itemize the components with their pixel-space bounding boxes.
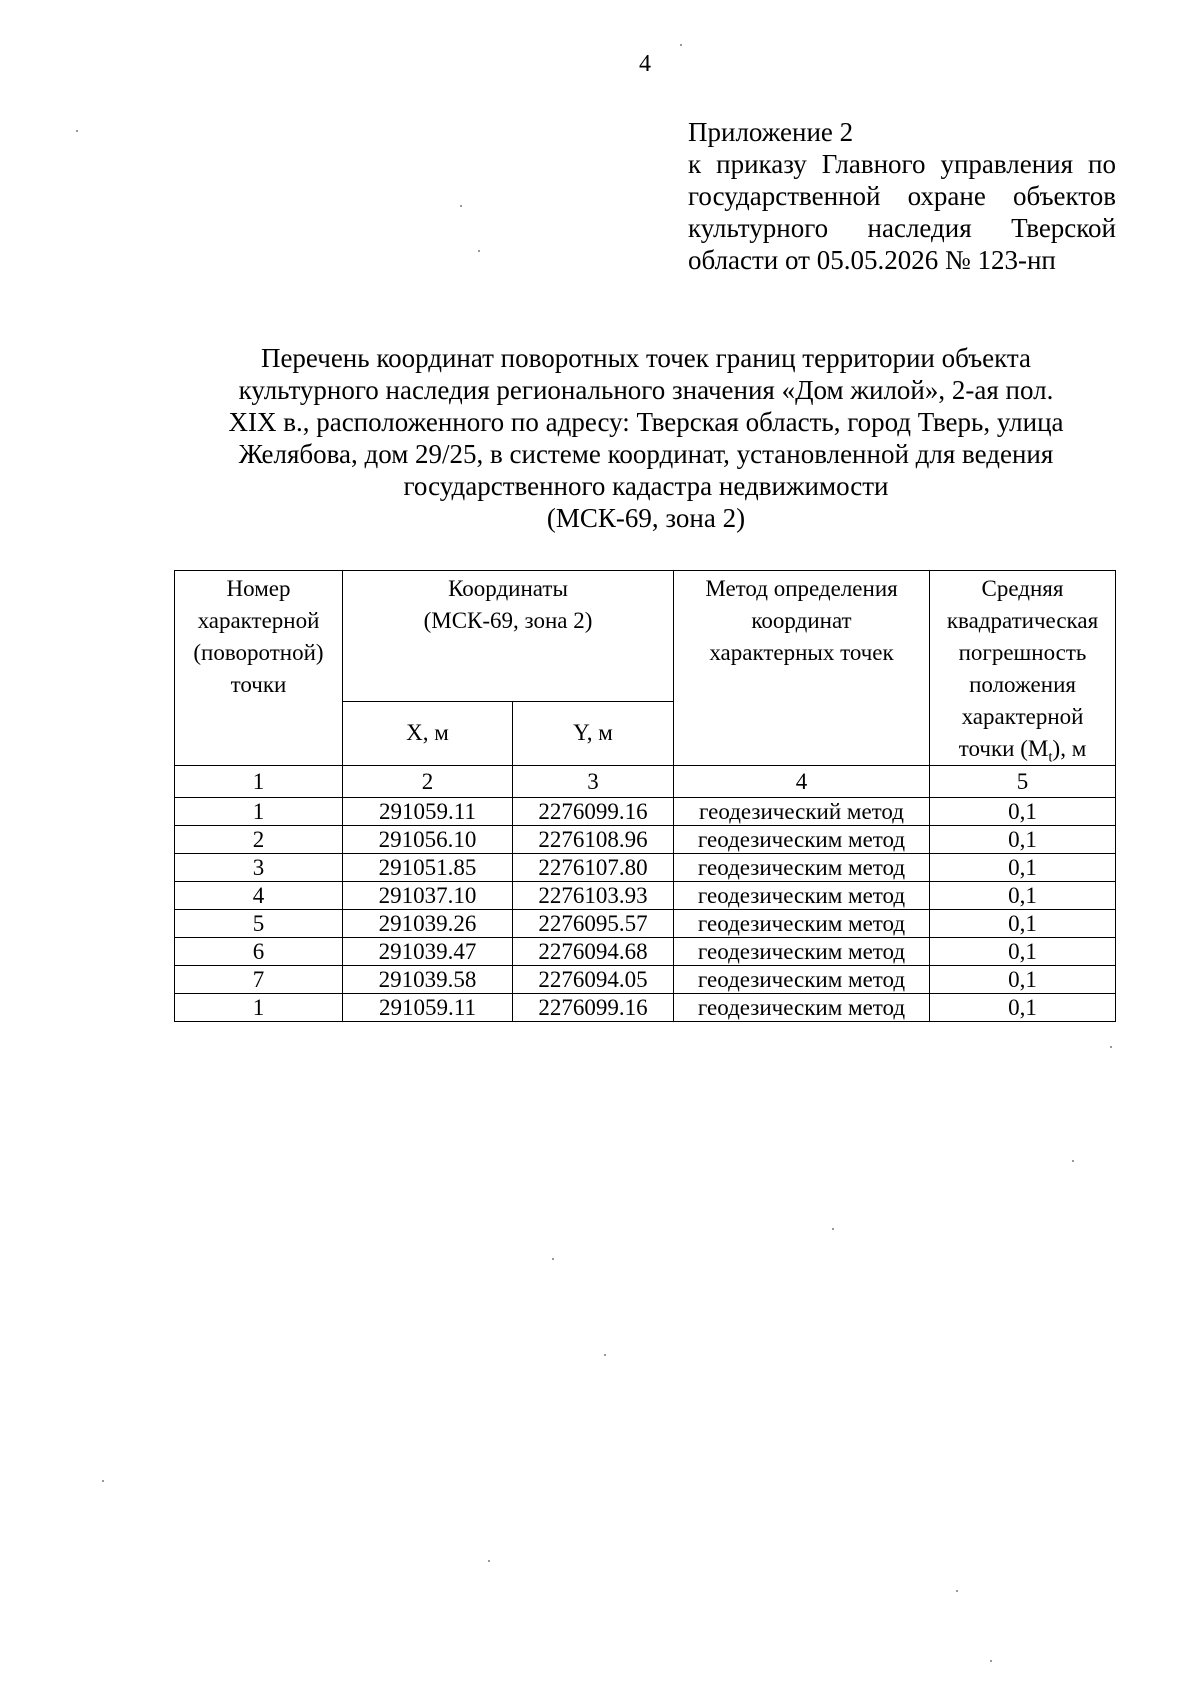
- table-row: [175, 882, 1116, 910]
- method-value: геодезический метод: [674, 798, 930, 826]
- header-point-number: [175, 571, 343, 766]
- header-line: точки: [230, 672, 287, 697]
- error-value: 0,1: [930, 966, 1116, 994]
- header-line: характерной: [197, 608, 320, 633]
- appendix-title: Приложение 2: [688, 117, 854, 147]
- column-number-row: [175, 766, 1116, 798]
- method-value: геодезическим метод: [674, 826, 930, 854]
- appendix-block: [688, 116, 1116, 276]
- header-coordinates: [343, 571, 674, 702]
- appendix-line: к приказу Главного управления по: [688, 149, 1116, 179]
- column-number: 3: [513, 766, 674, 798]
- x-value: 291056.10: [343, 826, 513, 854]
- header-line: Координаты: [448, 576, 568, 601]
- column-number: 5: [930, 766, 1116, 798]
- point-number: 7: [175, 966, 343, 994]
- table-row: [175, 966, 1116, 994]
- scan-speck: [1110, 1046, 1112, 1048]
- scan-speck: [990, 1660, 992, 1662]
- header-error: [930, 571, 1116, 766]
- header-text: ), м: [1052, 736, 1087, 761]
- header-line: характерных точек: [709, 640, 894, 665]
- table-header: [175, 571, 1116, 766]
- scan-speck: [76, 130, 78, 132]
- point-number: 3: [175, 854, 343, 882]
- heading-line: (МСК-69, зона 2): [546, 503, 746, 533]
- point-number: 2: [175, 826, 343, 854]
- scan-speck: [956, 1590, 958, 1592]
- scan-speck: [604, 1354, 606, 1356]
- header-line: погрешность: [958, 640, 1087, 665]
- point-number: 6: [175, 938, 343, 966]
- table-body: [175, 798, 1116, 1022]
- scan-speck: [1072, 1160, 1074, 1162]
- heading-line: XIX в., расположенного по адресу: Тверская область, город Тверь, улица: [228, 407, 1064, 437]
- method-value: геодезическим метод: [674, 882, 930, 910]
- scan-speck: [102, 1480, 104, 1482]
- point-number: 5: [175, 910, 343, 938]
- error-value: 0,1: [930, 994, 1116, 1022]
- scan-speck: [460, 205, 462, 207]
- point-number: 1: [175, 798, 343, 826]
- column-number: 2: [343, 766, 513, 798]
- header-line: квадратическая: [946, 608, 1099, 633]
- header-line: Средняя: [981, 576, 1064, 601]
- header-line: координат: [751, 608, 852, 633]
- header-y: Y, м: [513, 701, 674, 765]
- table-row: [175, 910, 1116, 938]
- header-line: (МСК-69, зона 2): [423, 608, 593, 633]
- header-subscript: t: [1048, 749, 1053, 766]
- column-number: 1: [175, 766, 343, 798]
- header-line: характерной: [961, 704, 1084, 729]
- header-line: Метод определения: [705, 576, 898, 601]
- heading-line: Перечень координат поворотных точек границ территории объекта: [260, 343, 1032, 373]
- y-value: 2276094.68: [513, 938, 674, 966]
- scan-speck: [488, 1560, 490, 1562]
- x-value: 291051.85: [343, 854, 513, 882]
- column-number: 4: [674, 766, 930, 798]
- scan-speck: [832, 1228, 834, 1230]
- page-number: 4: [639, 51, 651, 77]
- method-value: геодезическим метод: [674, 854, 930, 882]
- table-row: [175, 994, 1116, 1022]
- table-row: [175, 798, 1116, 826]
- error-value: 0,1: [930, 826, 1116, 854]
- error-value: 0,1: [930, 882, 1116, 910]
- header-line: Номер: [226, 576, 291, 601]
- method-value: геодезическим метод: [674, 938, 930, 966]
- column-numbers: [175, 766, 1116, 798]
- error-value: 0,1: [930, 938, 1116, 966]
- header-line: [930, 733, 1115, 765]
- y-value: 2276103.93: [513, 882, 674, 910]
- y-value: 2276108.96: [513, 826, 674, 854]
- error-value: 0,1: [930, 910, 1116, 938]
- appendix-line: государственной охране объектов: [688, 181, 1116, 211]
- x-value: 291039.26: [343, 910, 513, 938]
- appendix-line: культурного наследия Тверской: [688, 213, 1116, 243]
- y-value: 2276094.05: [513, 966, 674, 994]
- scan-speck: [680, 44, 682, 46]
- header-method: [674, 571, 930, 766]
- x-value: 291039.47: [343, 938, 513, 966]
- x-value: 291039.58: [343, 966, 513, 994]
- point-number: 4: [175, 882, 343, 910]
- y-value: 2276099.16: [513, 994, 674, 1022]
- x-value: 291037.10: [343, 882, 513, 910]
- error-value: 0,1: [930, 798, 1116, 826]
- heading-line: культурного наследия регионального значения «Дом жилой», 2-ая пол.: [238, 375, 1054, 405]
- scan-speck: [552, 1258, 554, 1260]
- header-text: точки (M: [958, 736, 1049, 761]
- y-value: 2276107.80: [513, 854, 674, 882]
- method-value: геодезическим метод: [674, 994, 930, 1022]
- error-value: 0,1: [930, 854, 1116, 882]
- table-row: [175, 854, 1116, 882]
- scan-speck: [478, 250, 480, 252]
- heading-line: государственного кадастра недвижимости: [403, 471, 889, 501]
- header-x: X, м: [343, 701, 513, 765]
- table-row: [175, 938, 1116, 966]
- method-value: геодезическим метод: [674, 910, 930, 938]
- document-heading: [190, 342, 1102, 534]
- header-line: положения: [969, 672, 1076, 697]
- method-value: геодезическим метод: [674, 966, 930, 994]
- x-value: 291059.11: [343, 798, 513, 826]
- header-line: (поворотной): [193, 640, 324, 665]
- heading-line: Желябова, дом 29/25, в системе координат, установленной для ведения: [238, 439, 1054, 469]
- table-row: [175, 826, 1116, 854]
- y-value: 2276099.16: [513, 798, 674, 826]
- y-value: 2276095.57: [513, 910, 674, 938]
- x-value: 291059.11: [343, 994, 513, 1022]
- coordinates-table: [174, 570, 1116, 1022]
- appendix-line: области от 05.05.2026 № 123-нп: [688, 245, 1056, 275]
- point-number: 1: [175, 994, 343, 1022]
